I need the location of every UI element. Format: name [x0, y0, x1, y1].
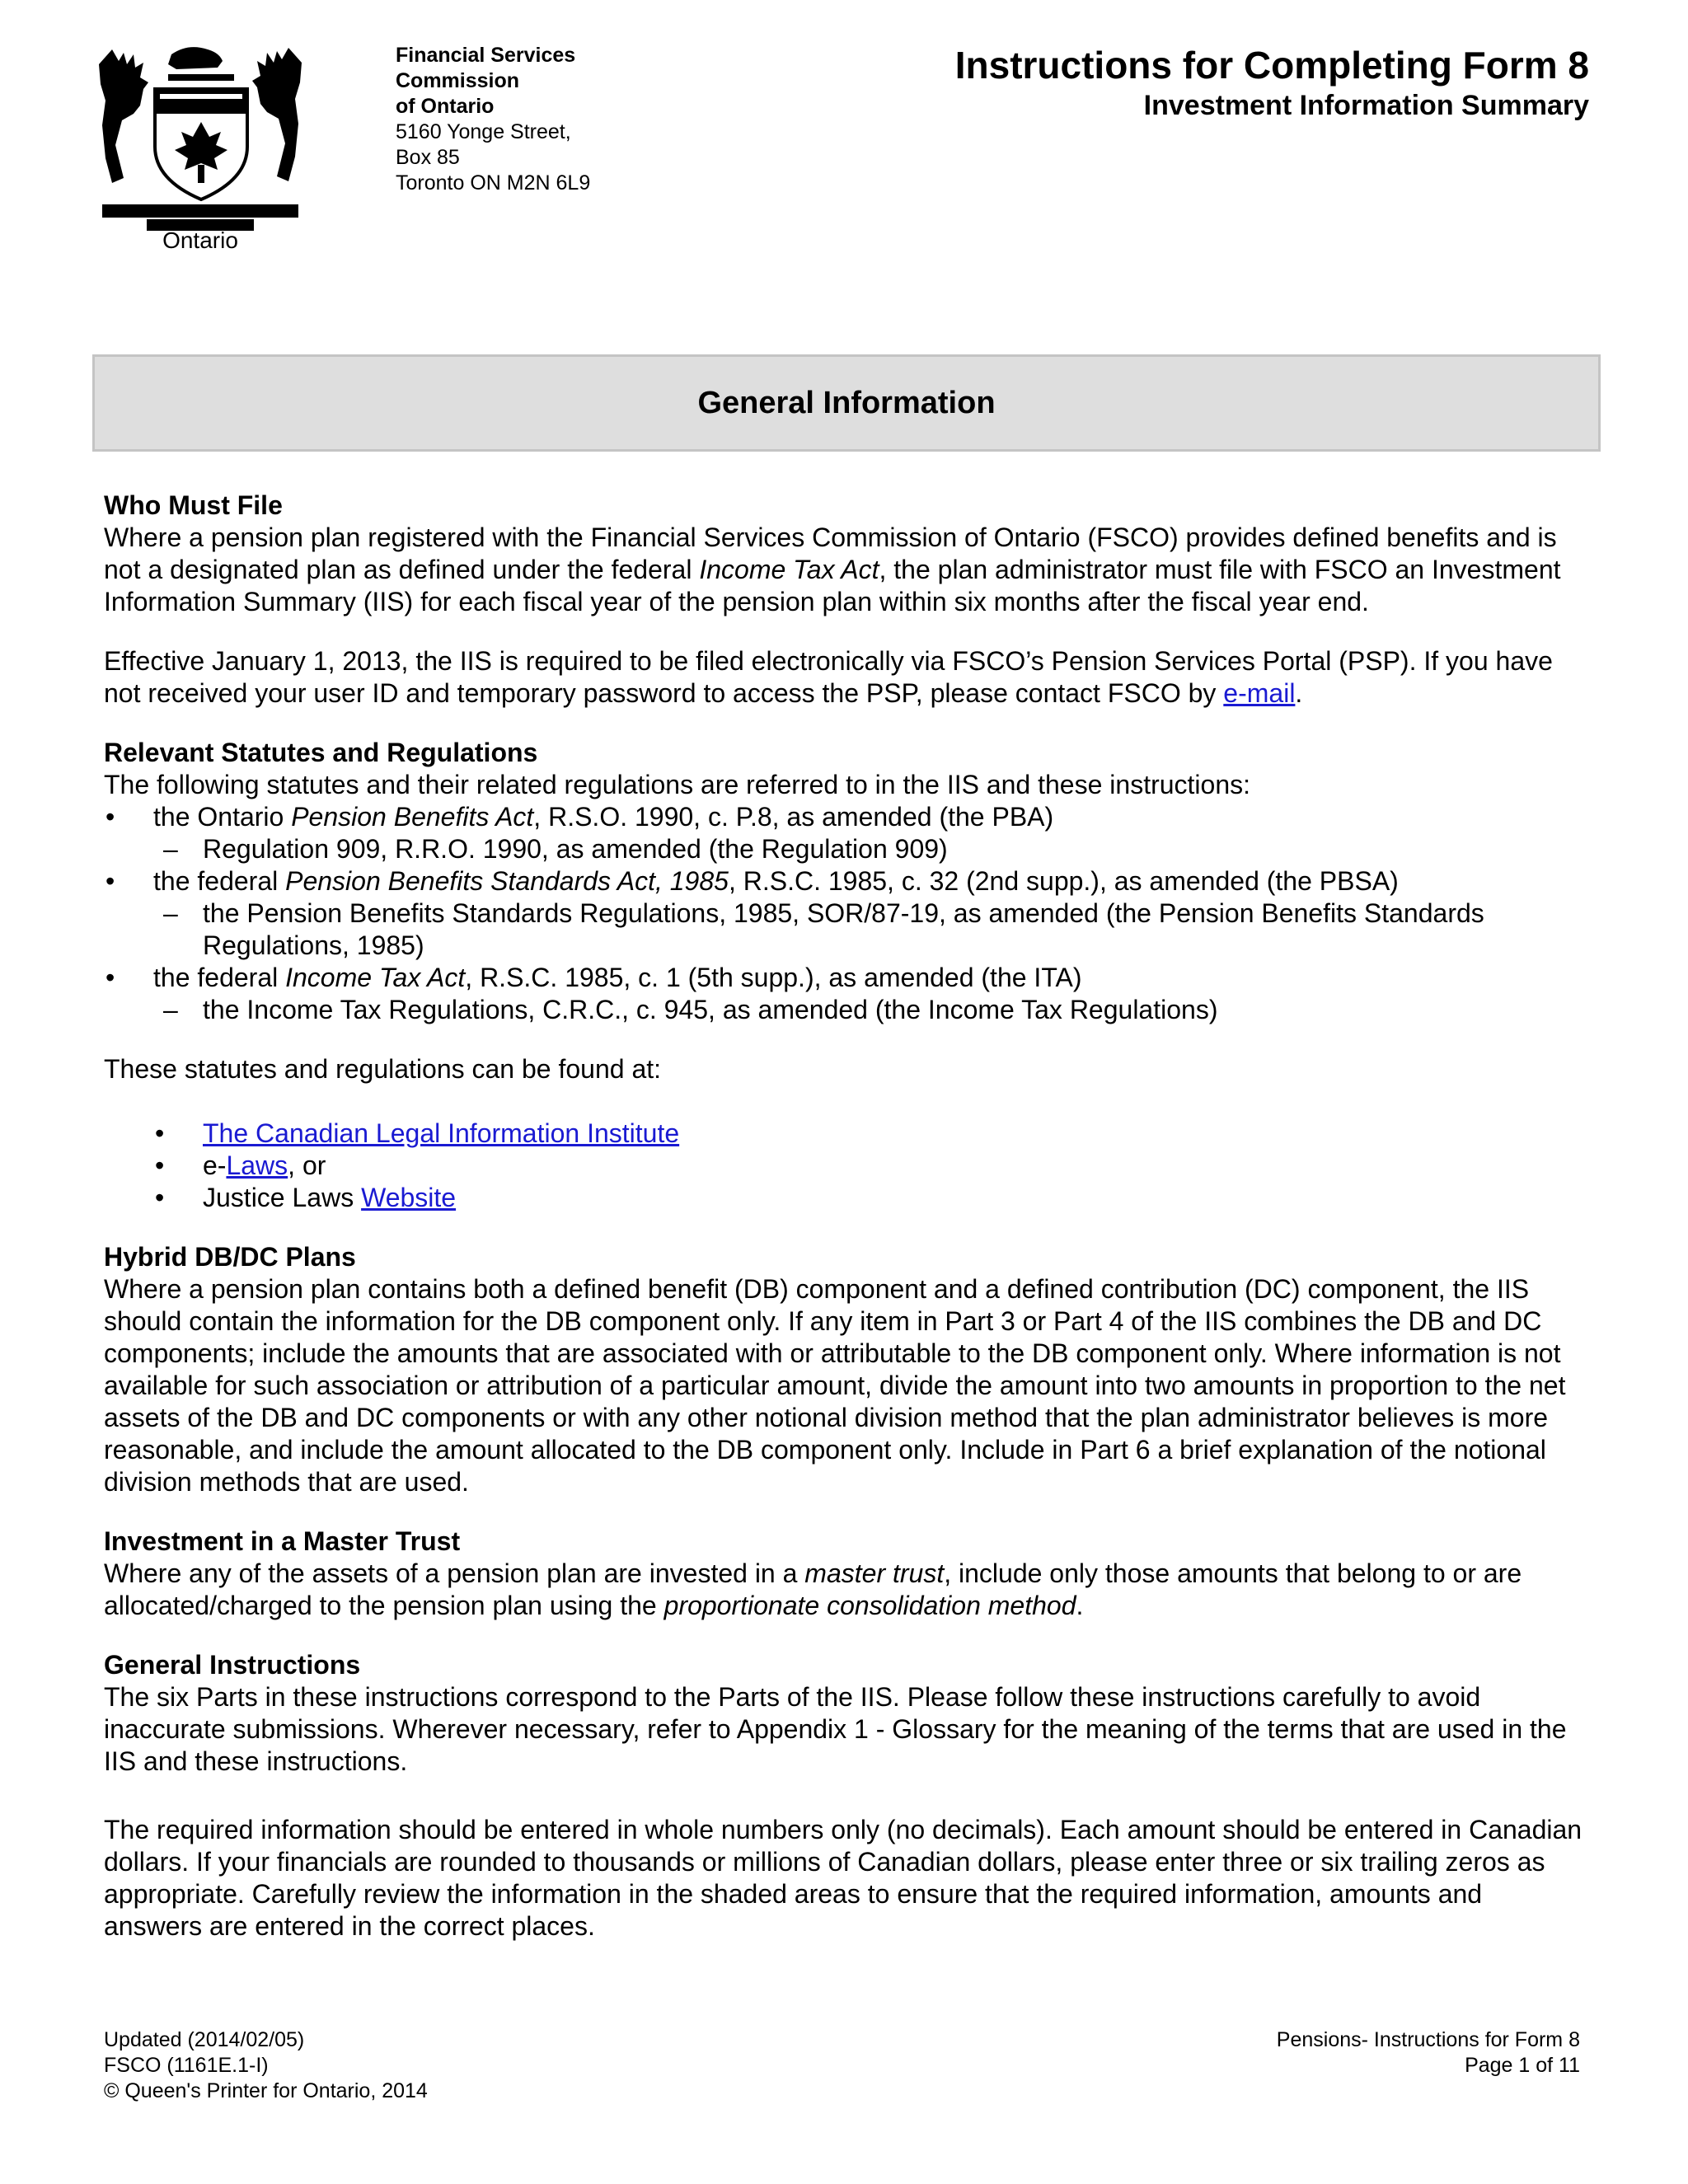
text-run: the federal	[153, 963, 286, 992]
hybrid-plans-paragraph: Where a pension plan contains both a defined benefit (DB) component and a defined contribution (DC) component, the IIS should contain the information for the DB component only. If any item in Part 3 or Part 4 of the IIS combines the DB and DC components; include the amounts that are associated with or attributable to the DB component only. Where information is not available for such association or attribution of a particular amount, divide the amount into two amounts in proportion to the net assets of the DB and DC components or with any other notional division method that the plan administrator believes is more reasonable, and include the amount allocated to the DB component only. Include in Part 6 a brief explanation of the notional division methods that are used.	[104, 1274, 1566, 1497]
italic-text: Income Tax Act	[699, 555, 879, 584]
footer-updated: Updated (2014/02/05)	[104, 2028, 305, 2051]
sub-list	[104, 833, 1587, 865]
email-link[interactable]: e-mail	[1223, 678, 1296, 708]
text-run: , the plan administrator must file with FSCO an Investment Information Summary (IIS) for each fiscal year of the pension plan within six months after the fiscal year end.	[104, 555, 1561, 616]
section-banner-title: General Information	[697, 385, 996, 420]
text-run: .	[1295, 678, 1303, 708]
italic-text: Pension Benefits Act	[291, 802, 534, 832]
list-item	[104, 962, 1587, 1026]
italic-text: master trust	[804, 1558, 945, 1588]
org-line-5: Box 85	[396, 146, 460, 169]
general-instructions-paragraph-1: The six Parts in these instructions correspond to the Parts of the IIS. Please follow these instructions carefully to avoid inaccurate submissions. Wherever necessary, refer to Appendix 1 - Glossary for the meaning of the terms that are used in the IIS and these instructions.	[104, 1682, 1567, 1776]
text-run: , or	[288, 1151, 326, 1180]
text-run: Where any of the assets of a pension plan are invested in a	[104, 1558, 805, 1588]
statutes-found-at: These statutes and regulations can be found at:	[104, 1054, 662, 1084]
justice-laws-website-link[interactable]: Website	[361, 1183, 457, 1212]
general-instructions-heading: General Instructions	[104, 1650, 361, 1680]
sub-list-item: – Regulation 909, R.R.O. 1990, as amended (the Regulation 909)	[104, 833, 1587, 865]
text-run: , R.S.C. 1985, c. 32 (2nd supp.), as amended (the PBSA)	[728, 866, 1399, 896]
section-banner	[92, 354, 1601, 452]
electronic-filing-paragraph	[104, 645, 1587, 710]
footer-form-code: FSCO (1161E.1-I)	[104, 2054, 269, 2077]
text-run: , include only those amounts that belong to or are allocated/charged to the pension plan using the	[104, 1558, 1522, 1620]
statutes-heading: Relevant Statutes and Regulations	[104, 738, 538, 767]
document-subtitle: Investment Information Summary	[1143, 90, 1589, 121]
resource-links-list	[104, 1118, 1587, 1214]
canlii-link[interactable]: The Canadian Legal Information Institute	[203, 1118, 680, 1148]
document-title: Instructions for Completing Form 8	[954, 44, 1589, 87]
italic-text: Income Tax Act	[285, 963, 466, 992]
master-trust-paragraph	[104, 1558, 1587, 1622]
hybrid-plans-heading: Hybrid DB/DC Plans	[104, 1242, 356, 1272]
org-line-3: of Ontario	[396, 95, 495, 118]
text-run: e-	[203, 1151, 227, 1180]
text-run: the federal	[153, 866, 286, 896]
list-item	[104, 1150, 1587, 1182]
text-run: .	[1076, 1591, 1084, 1620]
footer-copyright: © Queen's Printer for Ontario, 2014	[104, 2079, 428, 2102]
footer-section: Pensions- Instructions for Form 8	[1276, 2028, 1580, 2051]
master-trust-heading: Investment in a Master Trust	[104, 1526, 461, 1556]
org-line-1: Financial Services	[396, 44, 576, 67]
org-line-6: Toronto ON M2N 6L9	[396, 171, 591, 194]
list-item	[104, 1118, 1587, 1150]
text-run: the Ontario	[153, 802, 292, 832]
sub-list	[104, 994, 1587, 1026]
text-run: Effective January 1, 2013, the IIS is required to be filed electronically via FSCO’s Pension Services Portal (PSP). If you have not received your user ID and temporary password to access the PSP, please contact FSCO by	[104, 646, 1553, 708]
general-instructions-paragraph-2: The required information should be entered in whole numbers only (no decimals). Each amount should be entered in Canadian dollars. If your financials are rounded to thousands or millions of Canadian dollars, please enter three or six trailing zeros as appropriate. Carefully review the information in the shaded areas to ensure that the required information, amounts and answers are entered in the correct places.	[104, 1815, 1582, 1941]
footer-page-number: Page 1 of 11	[1465, 2054, 1580, 2077]
text-run: , R.S.O. 1990, c. P.8, as amended (the PBA)	[533, 802, 1054, 832]
text-run: Justice Laws	[203, 1183, 362, 1212]
sub-list-item: – the Pension Benefits Standards Regulations, 1985, SOR/87-19, as amended (the Pension Benefits Standards Regulations, 1985)	[104, 898, 1587, 962]
italic-text: proportionate consolidation method	[663, 1591, 1076, 1620]
organization-address	[396, 43, 590, 196]
sub-list-item: – the Income Tax Regulations, C.R.C., c. 945, as amended (the Income Tax Regulations)	[104, 994, 1587, 1026]
footer-left	[104, 2027, 428, 2104]
statutes-list	[104, 801, 1587, 1026]
logo-wordmark: Ontario	[162, 227, 238, 251]
who-must-file-heading: Who Must File	[104, 490, 283, 520]
org-line-2: Commission	[396, 69, 520, 92]
footer-right	[1277, 2027, 1580, 2079]
list-item	[104, 801, 1587, 865]
text-run: , R.S.C. 1985, c. 1 (5th supp.), as amended (the ITA)	[465, 963, 1082, 992]
italic-text: Pension Benefits Standards Act, 1985	[285, 866, 729, 896]
list-item	[104, 1182, 1587, 1214]
document-titles	[955, 41, 1589, 122]
org-line-4: 5160 Yonge Street,	[396, 120, 571, 143]
ontario-coat-of-arms-logo	[97, 41, 303, 251]
who-must-file-paragraph	[104, 522, 1587, 618]
sub-list	[104, 898, 1587, 962]
list-item	[104, 865, 1587, 962]
main-content	[104, 490, 1587, 1943]
statutes-intro: The following statutes and their related regulations are referred to in the IIS and these instructions:	[104, 770, 1251, 799]
text-run: Where a pension plan registered with the Financial Services Commission of Ontario (FSCO) provides defined benefits and is not a designated plan as defined under the federal	[104, 523, 1557, 584]
e-laws-link[interactable]: Laws	[226, 1151, 288, 1180]
